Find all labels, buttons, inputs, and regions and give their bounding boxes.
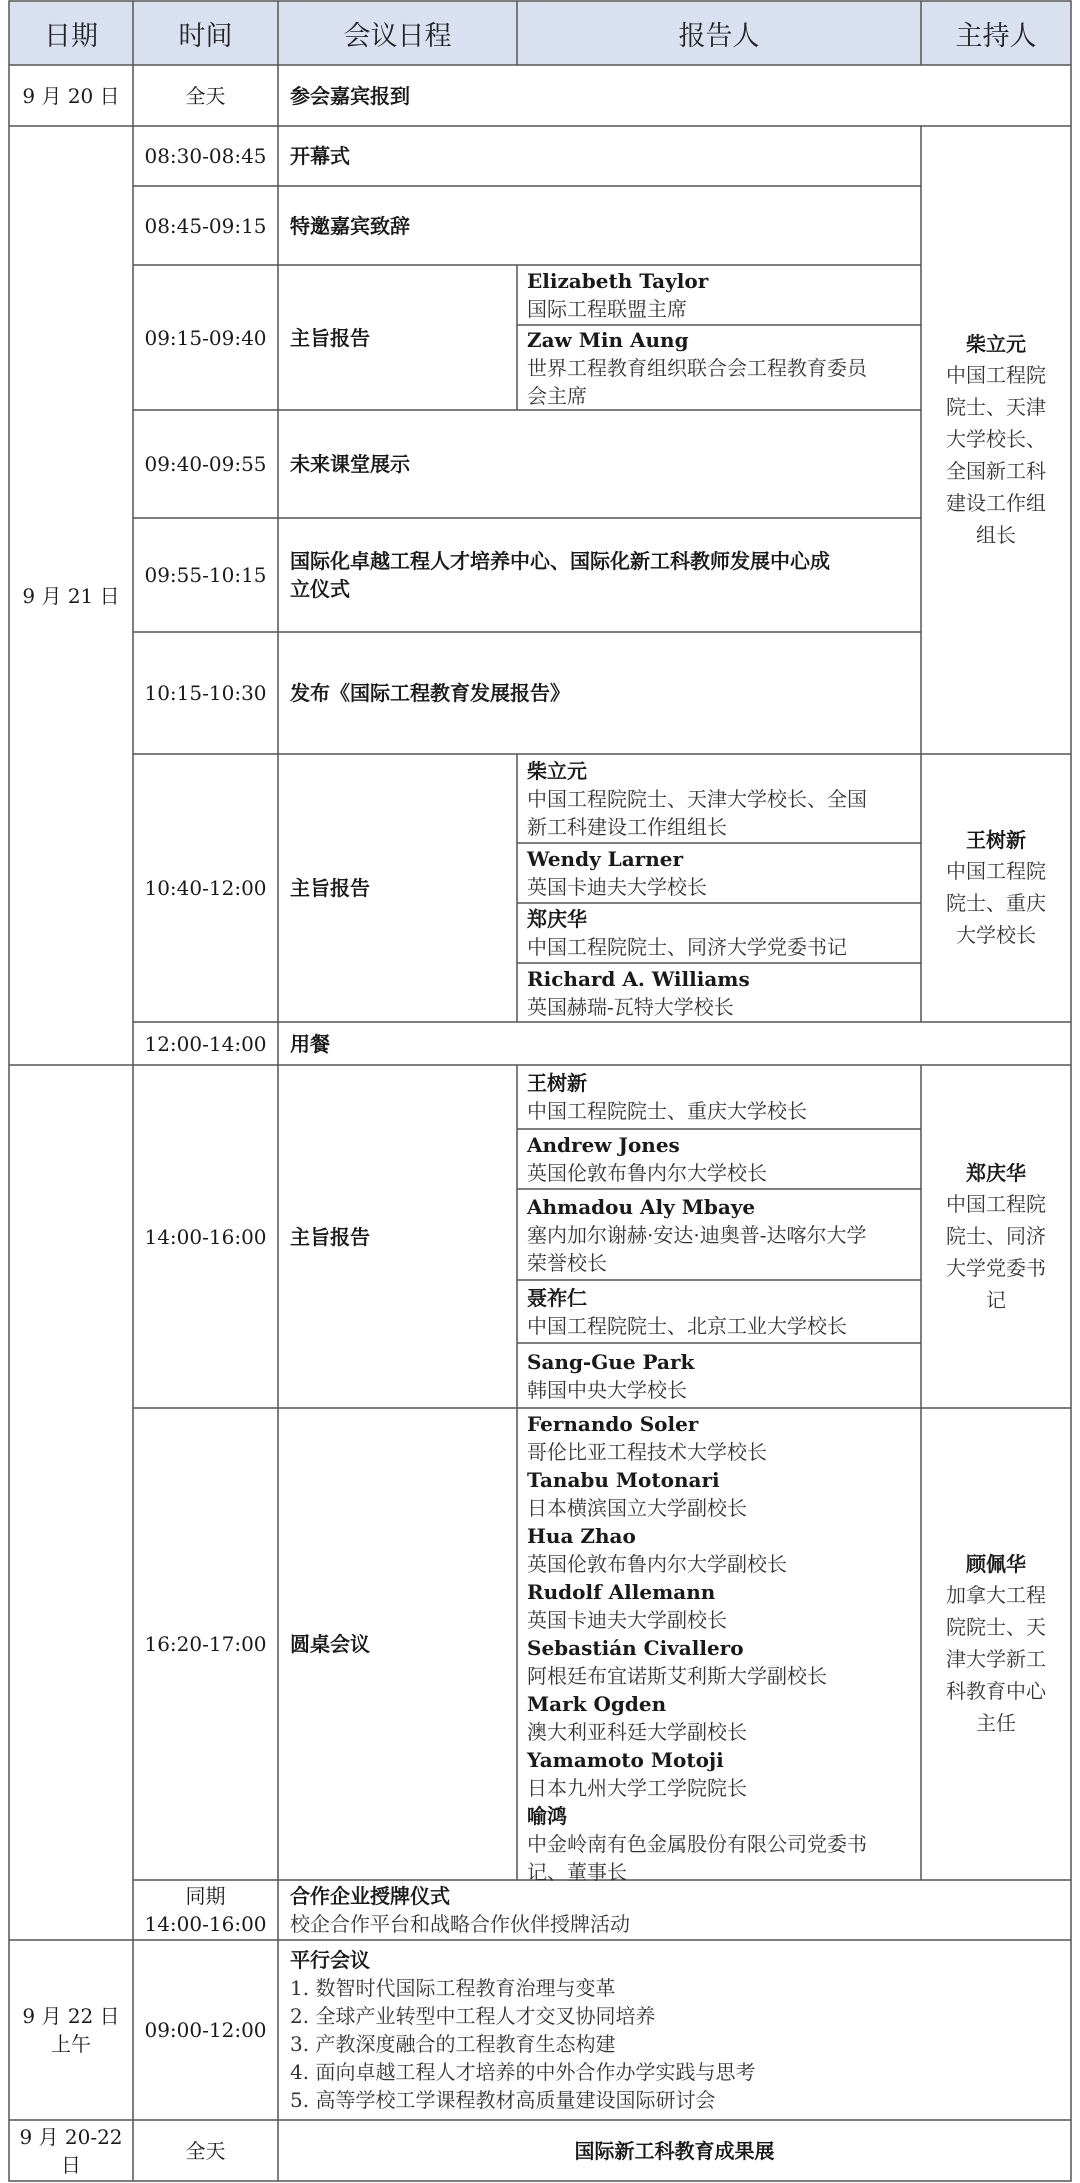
time-cell: 08:45-09:15 [144, 213, 267, 238]
host-title-line: 大学校长、 [946, 427, 1046, 451]
speaker-cell [517, 1129, 921, 1189]
speaker-name: Mark Ogden [527, 1692, 667, 1716]
agenda-cell [278, 1880, 1071, 1940]
speaker-title: 中国工程院院士、天津大学校长、全国 [527, 786, 867, 811]
speaker-cell [517, 265, 921, 325]
session-item: 2. 全球产业转型中工程人才交叉协同培养 [290, 2004, 656, 2028]
speaker-title: 澳大利亚科廷大学副校长 [527, 1720, 747, 1744]
host-cell [921, 126, 1071, 754]
speaker-title: 世界工程教育组织联合会工程教育委员 [527, 355, 867, 380]
host-title-line: 记 [986, 1287, 1006, 1312]
speaker-title: 国际工程联盟主席 [527, 297, 687, 321]
speaker-title: 中国工程院院士、同济大学党委书记 [527, 935, 847, 959]
header-agenda: 会议日程 [343, 20, 452, 52]
speaker-name: Hua Zhao [527, 1524, 636, 1548]
agenda-cell: 圆桌会议 [290, 1632, 370, 1656]
host-title-line: 大学党委书 [946, 1255, 1046, 1280]
speaker-cell [517, 1343, 921, 1408]
agenda-cell: 开幕式 [290, 144, 350, 168]
date-sep-20-22-line2: 日 [61, 2152, 81, 2177]
host-title-line: 中国工程院 [946, 859, 1046, 883]
speaker-name: Andrew Jones [527, 1133, 680, 1157]
speaker-title: 记、董事长 [527, 1860, 627, 1884]
speaker-name: Sebastián Civallero [527, 1636, 744, 1660]
speaker-title: 新工科建设工作组组长 [527, 814, 727, 839]
time-cell: 16:20-17:00 [144, 1632, 267, 1656]
host-title-line: 主任 [976, 1711, 1016, 1735]
speaker-name: 聂祚仁 [527, 1285, 587, 1310]
host-title-line: 院士、重庆 [946, 891, 1046, 915]
time-cell: 14:00-16:00 [144, 1224, 267, 1249]
speaker-cell [517, 843, 921, 903]
host-title-line: 中国工程院 [946, 363, 1046, 387]
speaker-title: 日本九州大学工学院院长 [527, 1776, 747, 1800]
host-name: 顾佩华 [966, 1552, 1026, 1576]
host-title-line: 院院士、天 [946, 1615, 1046, 1639]
session-item: 5. 高等学校工学课程教材高质量建设国际研讨会 [290, 2088, 716, 2112]
time-cell: 09:15-09:40 [144, 325, 267, 350]
date-sep-20-22-line1: 9 月 20-22 [19, 2124, 123, 2149]
agenda-cell: 参会嘉宾报到 [290, 83, 410, 108]
speaker-title: 中国工程院院士、重庆大学校长 [527, 1099, 807, 1123]
speaker-name: Wendy Larner [527, 847, 684, 871]
date-sep-22-line1: 9 月 22 日 [22, 2004, 120, 2028]
host-title-line: 院士、天津 [946, 395, 1046, 419]
speaker-name: Tanabu Motonari [527, 1468, 720, 1492]
time-cell: 10:15-10:30 [144, 681, 267, 705]
host-cell [921, 754, 1071, 1022]
host-title-line: 科教育中心 [946, 1679, 1046, 1703]
time-cell: 全天 [185, 83, 226, 108]
speaker-name: Rudolf Allemann [527, 1580, 716, 1604]
time-line: 同期 [185, 1884, 226, 1908]
speaker-cell [517, 963, 921, 1022]
agenda-line: 校企合作平台和战略合作伙伴授牌活动 [290, 1912, 630, 1936]
speaker-title: 阿根廷布宜诺斯艾利斯大学副校长 [527, 1664, 827, 1688]
speaker-name: Richard A. Williams [527, 966, 750, 991]
speaker-name: Elizabeth Taylor [527, 269, 709, 293]
agenda-cell: 主旨报告 [290, 325, 370, 350]
speaker-title: 会主席 [527, 383, 587, 408]
agenda-line: 国际化卓越工程人才培养中心、国际化新工科教师发展中心成 [290, 549, 830, 573]
time-cell: 09:55-10:15 [144, 563, 267, 587]
time-cell: 09:00-12:00 [144, 2018, 267, 2042]
speaker-name: Fernando Soler [527, 1412, 699, 1436]
agenda-line: 合作企业授牌仪式 [290, 1884, 450, 1908]
header-speaker: 报告人 [678, 20, 760, 52]
session-item: 4. 面向卓越工程人才培养的中外合作办学实践与思考 [290, 2060, 756, 2084]
speaker-cell [517, 1280, 921, 1343]
time-cell: 09:40-09:55 [144, 452, 267, 476]
host-title-line: 加拿大工程 [946, 1583, 1046, 1607]
agenda-cell: 特邀嘉宾致辞 [290, 213, 410, 238]
speaker-title: 英国卡迪夫大学校长 [527, 875, 707, 899]
speaker-title: 哥伦比亚工程技术大学校长 [527, 1440, 767, 1464]
speaker-cell [517, 1065, 921, 1129]
host-cell [921, 1408, 1071, 1880]
session-item: 1. 数智时代国际工程教育治理与变革 [290, 1976, 616, 2000]
date-sep-22 [9, 1940, 133, 2120]
speaker-cell [517, 1189, 921, 1280]
agenda-cell: 发布《国际工程教育发展报告》 [290, 681, 570, 705]
host-title-line: 组长 [976, 523, 1016, 547]
speaker-name: 柴立元 [527, 758, 587, 783]
time-cell: 08:30-08:45 [144, 144, 267, 168]
speaker-title: 英国伦敦布鲁内尔大学校长 [527, 1161, 767, 1185]
speaker-name: Ahmadou Aly Mbaye [527, 1194, 756, 1219]
time-line: 14:00-16:00 [144, 1912, 267, 1936]
agenda-cell: 未来课堂展示 [290, 452, 410, 476]
date-sep-20-22 [9, 2120, 133, 2181]
header-time: 时间 [178, 20, 233, 52]
host-name: 王树新 [966, 828, 1026, 852]
speaker-title: 英国伦敦布鲁内尔大学副校长 [527, 1552, 787, 1576]
session-item: 3. 产教深度融合的工程教育生态构建 [290, 2032, 616, 2056]
header-host: 主持人 [955, 20, 1037, 52]
speaker-name: 郑庆华 [527, 907, 587, 931]
speaker-title: 英国卡迪夫大学副校长 [527, 1608, 727, 1632]
speaker-cell [517, 903, 921, 963]
roundtable-speakers [517, 1408, 921, 1884]
agenda-line: 立仪式 [290, 577, 350, 601]
time-cell: 全天 [185, 2138, 226, 2163]
speaker-title: 荣誉校长 [527, 1250, 607, 1275]
host-title-line: 中国工程院 [946, 1191, 1046, 1216]
agenda-title: 平行会议 [290, 1948, 370, 1972]
date-sep-21: 9 月 21 日 [22, 583, 120, 608]
host-cell [921, 1065, 1071, 1408]
host-title-line: 大学校长 [956, 923, 1036, 947]
host-title-line: 津大学新工 [946, 1647, 1046, 1671]
speaker-name: 王树新 [527, 1071, 587, 1095]
date-sep-20: 9 月 20 日 [22, 83, 120, 108]
speaker-name: Sang-Gue Park [527, 1349, 695, 1374]
agenda-cell: 用餐 [290, 1031, 330, 1056]
header-date: 日期 [44, 20, 98, 52]
agenda-cell [278, 518, 921, 632]
speaker-name: Yamamoto Motoji [527, 1748, 724, 1772]
speaker-title: 中国工程院院士、北京工业大学校长 [527, 1313, 847, 1338]
time-cell [133, 1880, 278, 1940]
speaker-title: 中金岭南有色金属股份有限公司党委书 [527, 1832, 867, 1856]
host-title-line: 院士、同济 [946, 1223, 1046, 1248]
host-name: 郑庆华 [966, 1160, 1026, 1185]
speaker-title: 韩国中央大学校长 [527, 1377, 687, 1402]
speaker-title: 日本横滨国立大学副校长 [527, 1496, 747, 1520]
speaker-cell [517, 754, 921, 843]
host-title-line: 建设工作组 [946, 491, 1046, 515]
speaker-name: 喻鸿 [527, 1804, 567, 1828]
date-sep-22-line2: 上午 [51, 2032, 91, 2056]
agenda-cell: 主旨报告 [290, 1224, 370, 1249]
agenda-cell [278, 1940, 1071, 2120]
agenda-cell: 国际新工科教育成果展 [574, 2138, 775, 2163]
speaker-cell [517, 325, 921, 410]
time-cell: 12:00-14:00 [144, 1031, 267, 1056]
speaker-title: 英国赫瑞-瓦特大学校长 [527, 994, 734, 1019]
agenda-cell: 主旨报告 [290, 876, 370, 900]
speaker-name: Zaw Min Aung [527, 327, 689, 352]
host-name: 柴立元 [966, 332, 1026, 356]
speaker-title: 塞内加尔谢赫·安达·迪奥普-达喀尔大学 [527, 1222, 867, 1247]
time-cell: 10:40-12:00 [144, 876, 267, 900]
host-title-line: 全国新工科 [946, 459, 1046, 483]
